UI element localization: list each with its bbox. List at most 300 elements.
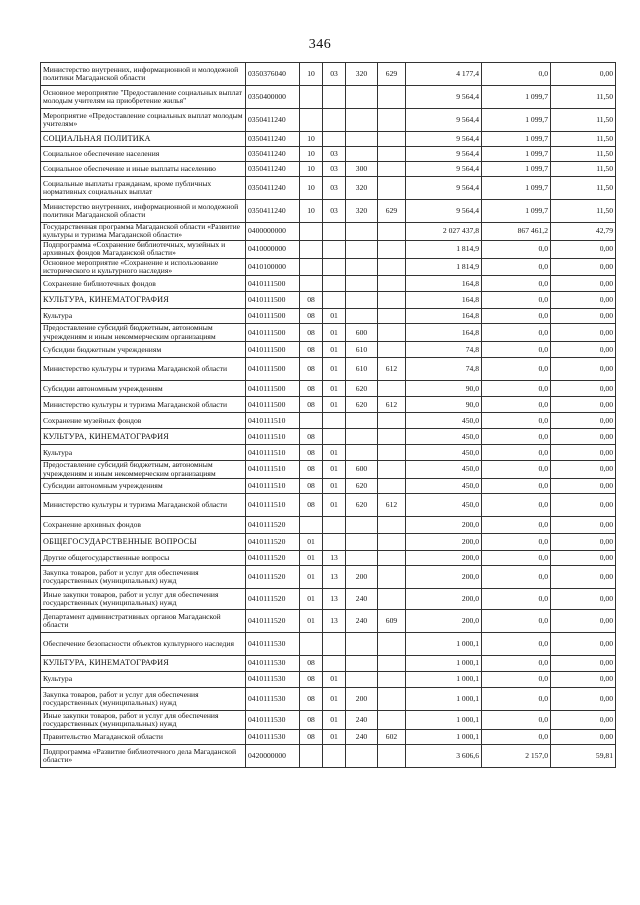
cell-rz: 08 (300, 479, 323, 494)
cell-v3: 0,00 (551, 551, 616, 566)
cell-gr (378, 745, 406, 768)
cell-name: Предоставление субсидий бюджетным, автономным учреждениям и иным некоммерческим организациям (41, 461, 246, 479)
cell-name: Сохранение архивных фондов (41, 517, 246, 534)
cell-vr: 200 (346, 566, 378, 589)
cell-v3: 0,00 (551, 517, 616, 534)
cell-gr (378, 445, 406, 461)
cell-pr: 13 (323, 610, 346, 633)
cell-v1: 9 564,4 (406, 109, 482, 132)
table-row (41, 589, 616, 610)
cell-vr: 600 (346, 461, 378, 479)
cell-code: 0410111500 (246, 381, 300, 397)
cell-vr (346, 633, 378, 656)
cell-code: 0410111520 (246, 534, 300, 551)
cell-v2: 0,0 (482, 342, 551, 358)
table-row (41, 162, 616, 177)
cell-rz: 01 (300, 551, 323, 566)
cell-gr (378, 566, 406, 589)
cell-rz (300, 258, 323, 276)
cell-v2: 0,0 (482, 397, 551, 413)
cell-v3: 0,00 (551, 324, 616, 342)
table-row (41, 494, 616, 517)
cell-v3: 11,50 (551, 177, 616, 200)
page-number: 346 (308, 37, 332, 52)
cell-rz: 08 (300, 461, 323, 479)
cell-gr (378, 223, 406, 241)
cell-name: Сохранение музейных фондов (41, 413, 246, 429)
cell-rz: 08 (300, 688, 323, 711)
cell-vr (346, 109, 378, 132)
cell-v3: 0,00 (551, 381, 616, 397)
cell-rz: 01 (300, 589, 323, 610)
cell-pr (323, 517, 346, 534)
cell-v2: 0,0 (482, 324, 551, 342)
cell-rz: 10 (300, 63, 323, 86)
cell-pr: 01 (323, 309, 346, 324)
cell-code: 0410111530 (246, 633, 300, 656)
table-row (41, 730, 616, 745)
cell-gr (378, 589, 406, 610)
cell-name: Министерство внутренних, информационной и молодежной политики Магаданской области (41, 200, 246, 223)
cell-v3: 0,00 (551, 672, 616, 688)
cell-pr: 13 (323, 551, 346, 566)
cell-rz (300, 86, 323, 109)
cell-name: Основное мероприятие «Сохранение и использование исторического и культурного наследия» (41, 258, 246, 276)
cell-v3: 11,50 (551, 147, 616, 162)
cell-rz: 08 (300, 494, 323, 517)
cell-gr (378, 240, 406, 258)
cell-v3: 11,50 (551, 109, 616, 132)
cell-rz: 08 (300, 397, 323, 413)
cell-vr: 240 (346, 730, 378, 745)
cell-rz: 01 (300, 566, 323, 589)
table-row (41, 610, 616, 633)
cell-v3: 0,00 (551, 633, 616, 656)
cell-rz: 01 (300, 610, 323, 633)
cell-v3: 0,00 (551, 309, 616, 324)
cell-pr (323, 240, 346, 258)
table-row (41, 292, 616, 309)
cell-rz: 08 (300, 711, 323, 730)
cell-vr (346, 240, 378, 258)
cell-gr (378, 292, 406, 309)
cell-pr: 03 (323, 177, 346, 200)
table-row (41, 147, 616, 162)
cell-code: 0410111500 (246, 342, 300, 358)
cell-v3: 0,00 (551, 711, 616, 730)
table-row (41, 324, 616, 342)
cell-rz (300, 517, 323, 534)
cell-rz: 08 (300, 292, 323, 309)
cell-pr (323, 109, 346, 132)
cell-code: 0410100000 (246, 258, 300, 276)
cell-v2: 0,0 (482, 445, 551, 461)
cell-v1: 450,0 (406, 429, 482, 445)
cell-pr (323, 132, 346, 147)
cell-rz: 08 (300, 358, 323, 381)
cell-v2: 1 099,7 (482, 200, 551, 223)
table-row (41, 688, 616, 711)
table-row (41, 461, 616, 479)
cell-v1: 74,8 (406, 358, 482, 381)
cell-rz: 08 (300, 656, 323, 672)
cell-gr: 612 (378, 397, 406, 413)
table-row (41, 566, 616, 589)
cell-name: Министерство культуры и туризма Магаданской области (41, 494, 246, 517)
table-row (41, 86, 616, 109)
cell-v2: 0,0 (482, 309, 551, 324)
cell-code: 0410111520 (246, 589, 300, 610)
cell-code: 0350411240 (246, 162, 300, 177)
cell-v3: 11,50 (551, 162, 616, 177)
cell-pr: 01 (323, 324, 346, 342)
cell-v2: 0,0 (482, 730, 551, 745)
cell-v1: 9 564,4 (406, 200, 482, 223)
cell-v1: 450,0 (406, 494, 482, 517)
cell-v3: 0,00 (551, 292, 616, 309)
cell-pr: 03 (323, 200, 346, 223)
cell-name: Другие общегосударственные вопросы (41, 551, 246, 566)
cell-vr (346, 445, 378, 461)
cell-v3: 0,00 (551, 413, 616, 429)
cell-rz: 10 (300, 177, 323, 200)
table-row (41, 309, 616, 324)
cell-v3: 0,00 (551, 276, 616, 292)
cell-v2: 1 099,7 (482, 162, 551, 177)
table-row (41, 479, 616, 494)
cell-v3: 0,00 (551, 589, 616, 610)
cell-rz: 10 (300, 132, 323, 147)
cell-v3: 0,00 (551, 240, 616, 258)
table-row (41, 109, 616, 132)
cell-code: 0410111520 (246, 517, 300, 534)
cell-v1: 1 814,9 (406, 258, 482, 276)
cell-gr (378, 309, 406, 324)
cell-v1: 200,0 (406, 517, 482, 534)
cell-name: Социальные выплаты гражданам, кроме публичных нормативных социальных выплат (41, 177, 246, 200)
cell-gr (378, 711, 406, 730)
cell-v3: 0,00 (551, 656, 616, 672)
cell-code: 0410111500 (246, 309, 300, 324)
cell-name: Предоставление субсидий бюджетным, автономным учреждениям и иным некоммерческим организациям (41, 324, 246, 342)
cell-vr: 320 (346, 177, 378, 200)
cell-name: Субсидии бюджетным учреждениям (41, 342, 246, 358)
cell-name: Культура (41, 309, 246, 324)
cell-vr: 240 (346, 711, 378, 730)
table-row (41, 223, 616, 241)
table-row (41, 711, 616, 730)
cell-code: 0410111500 (246, 397, 300, 413)
table-row (41, 132, 616, 147)
cell-vr: 600 (346, 324, 378, 342)
cell-v1: 200,0 (406, 566, 482, 589)
table-row (41, 276, 616, 292)
table-row (41, 258, 616, 276)
cell-vr (346, 276, 378, 292)
cell-pr (323, 633, 346, 656)
cell-gr (378, 672, 406, 688)
cell-name: СОЦИАЛЬНАЯ ПОЛИТИКА (41, 132, 246, 147)
cell-code: 0410111530 (246, 656, 300, 672)
cell-v3: 0,00 (551, 688, 616, 711)
cell-pr: 13 (323, 566, 346, 589)
cell-gr: 629 (378, 63, 406, 86)
cell-v1: 3 606,6 (406, 745, 482, 768)
cell-v2: 0,0 (482, 589, 551, 610)
cell-code: 0410111500 (246, 292, 300, 309)
cell-gr (378, 461, 406, 479)
cell-v3: 0,00 (551, 358, 616, 381)
cell-pr: 01 (323, 381, 346, 397)
cell-name: Министерство культуры и туризма Магаданской области (41, 397, 246, 413)
cell-vr (346, 534, 378, 551)
cell-vr (346, 413, 378, 429)
cell-code: 0350400000 (246, 86, 300, 109)
cell-name: Министерство внутренних, информационной и молодежной политики Магаданской области (41, 63, 246, 86)
cell-rz (300, 223, 323, 241)
cell-v1: 450,0 (406, 445, 482, 461)
cell-gr: 602 (378, 730, 406, 745)
cell-pr (323, 86, 346, 109)
cell-pr (323, 429, 346, 445)
cell-v1: 4 177,4 (406, 63, 482, 86)
table-row (41, 413, 616, 429)
cell-name: Субсидии автономным учреждениям (41, 479, 246, 494)
cell-rz (300, 413, 323, 429)
cell-code: 0350411240 (246, 200, 300, 223)
cell-v1: 9 564,4 (406, 147, 482, 162)
cell-vr (346, 672, 378, 688)
cell-v3: 0,00 (551, 63, 616, 86)
cell-v2: 1 099,7 (482, 177, 551, 200)
cell-v2: 2 157,0 (482, 745, 551, 768)
cell-name: Правительство Магаданской области (41, 730, 246, 745)
cell-vr (346, 147, 378, 162)
cell-pr: 01 (323, 445, 346, 461)
cell-v2: 0,0 (482, 610, 551, 633)
cell-pr (323, 223, 346, 241)
cell-rz: 08 (300, 324, 323, 342)
cell-v3: 0,00 (551, 730, 616, 745)
table-row (41, 63, 616, 86)
cell-rz: 08 (300, 730, 323, 745)
table-row (41, 358, 616, 381)
cell-vr (346, 429, 378, 445)
cell-v2: 0,0 (482, 381, 551, 397)
cell-vr: 320 (346, 200, 378, 223)
cell-v3: 0,00 (551, 494, 616, 517)
cell-v3: 0,00 (551, 258, 616, 276)
cell-vr: 620 (346, 479, 378, 494)
cell-gr (378, 147, 406, 162)
cell-gr (378, 656, 406, 672)
cell-code: 0350411240 (246, 177, 300, 200)
cell-pr: 03 (323, 162, 346, 177)
cell-v1: 164,8 (406, 292, 482, 309)
cell-pr: 03 (323, 147, 346, 162)
cell-v1: 200,0 (406, 551, 482, 566)
table-row (41, 240, 616, 258)
cell-v2: 0,0 (482, 566, 551, 589)
cell-rz: 08 (300, 381, 323, 397)
cell-name: Подпрограмма «Сохранение библиотечных, музейных и архивных фондов Магаданской области» (41, 240, 246, 258)
cell-code: 0410111510 (246, 494, 300, 517)
cell-pr: 01 (323, 672, 346, 688)
cell-v1: 2 027 437,8 (406, 223, 482, 241)
cell-name: ОБЩЕГОСУДАРСТВЕННЫЕ ВОПРОСЫ (41, 534, 246, 551)
cell-pr: 01 (323, 730, 346, 745)
cell-gr: 612 (378, 494, 406, 517)
cell-name: Подпрограмма «Развитие библиотечного дела Магаданской области» (41, 745, 246, 768)
table-row (41, 745, 616, 768)
cell-code: 0410111510 (246, 461, 300, 479)
cell-name: Обеспечение безопасности объектов культурного наследия (41, 633, 246, 656)
cell-v2: 0,0 (482, 688, 551, 711)
cell-name: Сохранение библиотечных фондов (41, 276, 246, 292)
cell-code: 0410111530 (246, 688, 300, 711)
table-row (41, 342, 616, 358)
cell-v1: 164,8 (406, 276, 482, 292)
cell-v2: 0,0 (482, 358, 551, 381)
budget-table (40, 62, 616, 768)
cell-rz: 10 (300, 200, 323, 223)
cell-rz: 08 (300, 672, 323, 688)
cell-vr: 620 (346, 381, 378, 397)
cell-v2: 0,0 (482, 551, 551, 566)
cell-v2: 0,0 (482, 413, 551, 429)
cell-name: Иные закупки товаров, работ и услуг для обеспечения государственных (муниципальных) нужд (41, 589, 246, 610)
cell-code: 0410111500 (246, 324, 300, 342)
table-row (41, 397, 616, 413)
cell-v3: 0,00 (551, 610, 616, 633)
cell-v2: 0,0 (482, 276, 551, 292)
cell-v2: 0,0 (482, 534, 551, 551)
table-row (41, 177, 616, 200)
cell-v3: 0,00 (551, 461, 616, 479)
cell-v1: 9 564,4 (406, 162, 482, 177)
cell-name: Закупка товаров, работ и услуг для обеспечения государственных (муниципальных) нужд (41, 688, 246, 711)
cell-gr (378, 342, 406, 358)
cell-pr: 01 (323, 688, 346, 711)
cell-v3: 0,00 (551, 479, 616, 494)
cell-vr (346, 132, 378, 147)
cell-name: Субсидии автономным учреждениям (41, 381, 246, 397)
cell-name: Мероприятие «Предоставление социальных выплат молодым учителям» (41, 109, 246, 132)
cell-code: 0410111530 (246, 672, 300, 688)
cell-name: Культура (41, 445, 246, 461)
cell-v1: 1 000,1 (406, 730, 482, 745)
cell-gr: 629 (378, 200, 406, 223)
cell-gr: 612 (378, 358, 406, 381)
cell-v2: 1 099,7 (482, 132, 551, 147)
cell-code: 0420000000 (246, 745, 300, 768)
cell-name: Основное мероприятие "Предоставление социальных выплат молодым учителям на приобретение жилья" (41, 86, 246, 109)
cell-pr (323, 745, 346, 768)
cell-v1: 450,0 (406, 461, 482, 479)
cell-gr (378, 633, 406, 656)
cell-code: 0410111520 (246, 551, 300, 566)
cell-vr: 240 (346, 610, 378, 633)
cell-name: Социальное обеспечение населения (41, 147, 246, 162)
cell-gr (378, 276, 406, 292)
cell-pr (323, 656, 346, 672)
cell-gr (378, 517, 406, 534)
cell-v1: 200,0 (406, 589, 482, 610)
cell-pr (323, 413, 346, 429)
cell-v2: 0,0 (482, 656, 551, 672)
cell-gr (378, 324, 406, 342)
cell-code: 0350411240 (246, 147, 300, 162)
cell-vr (346, 223, 378, 241)
cell-pr: 01 (323, 358, 346, 381)
cell-v2: 0,0 (482, 258, 551, 276)
cell-pr (323, 292, 346, 309)
cell-pr (323, 276, 346, 292)
cell-v1: 9 564,4 (406, 132, 482, 147)
cell-rz: 10 (300, 147, 323, 162)
cell-code: 0410111500 (246, 358, 300, 381)
table-row (41, 672, 616, 688)
cell-rz (300, 745, 323, 768)
cell-v2: 0,0 (482, 672, 551, 688)
cell-gr (378, 534, 406, 551)
cell-v2: 0,0 (482, 292, 551, 309)
cell-v3: 0,00 (551, 397, 616, 413)
cell-v3: 0,00 (551, 534, 616, 551)
cell-vr: 610 (346, 342, 378, 358)
cell-v2: 1 099,7 (482, 109, 551, 132)
cell-v3: 0,00 (551, 566, 616, 589)
cell-vr (346, 551, 378, 566)
cell-v1: 9 564,4 (406, 86, 482, 109)
cell-gr (378, 162, 406, 177)
cell-v1: 90,0 (406, 397, 482, 413)
cell-pr: 01 (323, 711, 346, 730)
cell-pr: 03 (323, 63, 346, 86)
cell-v1: 164,8 (406, 309, 482, 324)
table-row (41, 656, 616, 672)
cell-code: 0410111510 (246, 479, 300, 494)
cell-rz (300, 240, 323, 258)
cell-rz (300, 633, 323, 656)
table-row (41, 200, 616, 223)
cell-rz: 08 (300, 445, 323, 461)
cell-code: 0350376040 (246, 63, 300, 86)
cell-pr (323, 258, 346, 276)
cell-vr: 300 (346, 162, 378, 177)
cell-vr (346, 86, 378, 109)
cell-v1: 90,0 (406, 381, 482, 397)
cell-v1: 164,8 (406, 324, 482, 342)
cell-v1: 1 000,1 (406, 672, 482, 688)
cell-v2: 0,0 (482, 494, 551, 517)
cell-code: 0410111510 (246, 413, 300, 429)
cell-gr (378, 132, 406, 147)
cell-v3: 0,00 (551, 445, 616, 461)
cell-gr: 609 (378, 610, 406, 633)
cell-name: Социальное обеспечение и иные выплаты населению (41, 162, 246, 177)
cell-v1: 450,0 (406, 413, 482, 429)
cell-v2: 0,0 (482, 711, 551, 730)
cell-v1: 1 000,1 (406, 688, 482, 711)
cell-rz (300, 109, 323, 132)
cell-code: 0410000000 (246, 240, 300, 258)
cell-code: 0350411240 (246, 132, 300, 147)
cell-v1: 450,0 (406, 479, 482, 494)
cell-vr (346, 309, 378, 324)
cell-gr (378, 429, 406, 445)
cell-gr (378, 413, 406, 429)
